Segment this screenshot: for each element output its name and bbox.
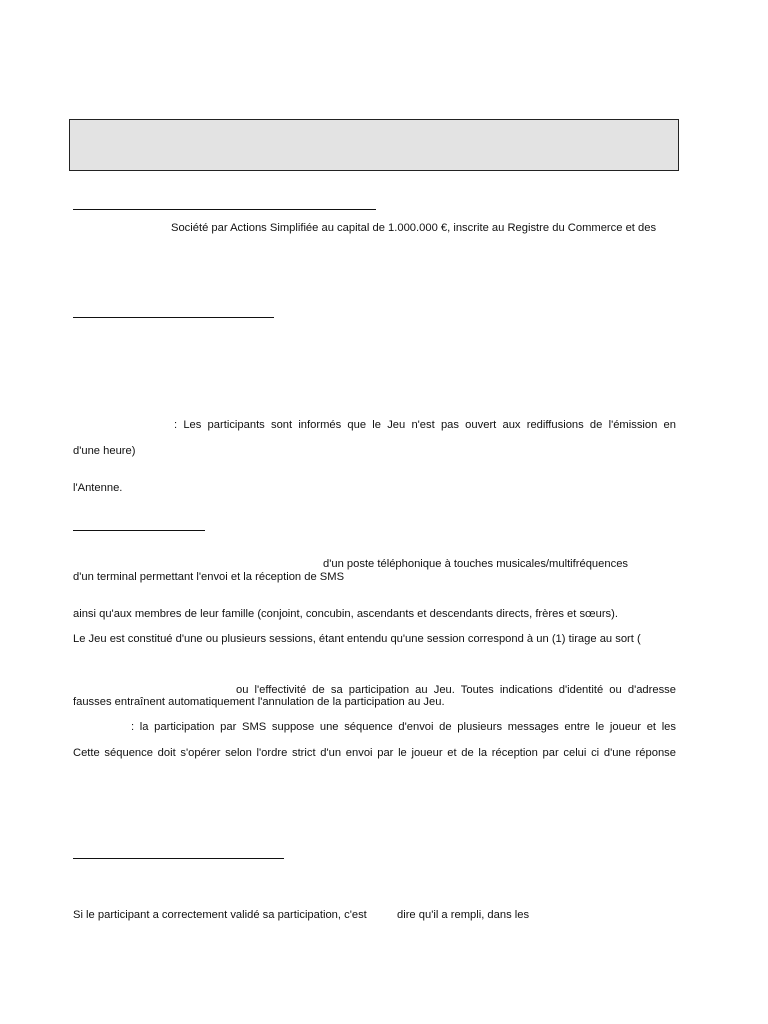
section-heading-underline-1: [73, 209, 376, 210]
rebroadcast-notice: : Les participants sont informés que le Jeu n'est pas ouvert aux rediffusions de l'émission en: [174, 419, 676, 431]
sms-participation: : la participation par SMS suppose une séquence d'envoi de plusieurs messages entre le joueur et les: [131, 721, 676, 733]
section-heading-underline-2: [73, 317, 274, 318]
validation-text-end: dire qu'il a rempli, dans les: [397, 909, 530, 921]
session-definition: Le Jeu est constitué d'une ou plusieurs sessions, étant entendu qu'une session correspond à un (1) tirage au sort (: [73, 633, 641, 645]
family-exclusion: ainsi qu'aux membres de leur famille (conjoint, concubin, ascendants et descendants directs, frères et sœurs).: [73, 608, 618, 620]
phone-requirement: d'un poste téléphonique à touches musicales/multifréquences: [323, 558, 629, 570]
title-box: [69, 119, 679, 171]
sms-requirement: d'un terminal permettant l'envoi et la réception de SMS: [73, 571, 345, 583]
rebroadcast-notice-cont: d'une heure): [73, 445, 136, 457]
company-description: Société par Actions Simplifiée au capital de 1.000.000 €, inscrite au Registre du Commerce et des: [171, 222, 657, 234]
section-heading-underline-4: [73, 858, 284, 859]
identity-verification: ou l'effectivité de sa participation au Jeu. Toutes indications d'identité ou d'adresse: [236, 684, 676, 696]
section-heading-underline-3: [73, 530, 205, 531]
false-info-cancellation: fausses entraînent automatiquement l'annulation de la participation au Jeu.: [73, 696, 445, 708]
sms-sequence: Cette séquence doit s'opérer selon l'ordre strict d'un envoi par le joueur et de la réception par celui ci d'une réponse: [73, 747, 676, 759]
validation-text-start: Si le participant a correctement validé sa participation, c'est: [73, 909, 367, 921]
antenna-text: l'Antenne.: [73, 482, 123, 494]
